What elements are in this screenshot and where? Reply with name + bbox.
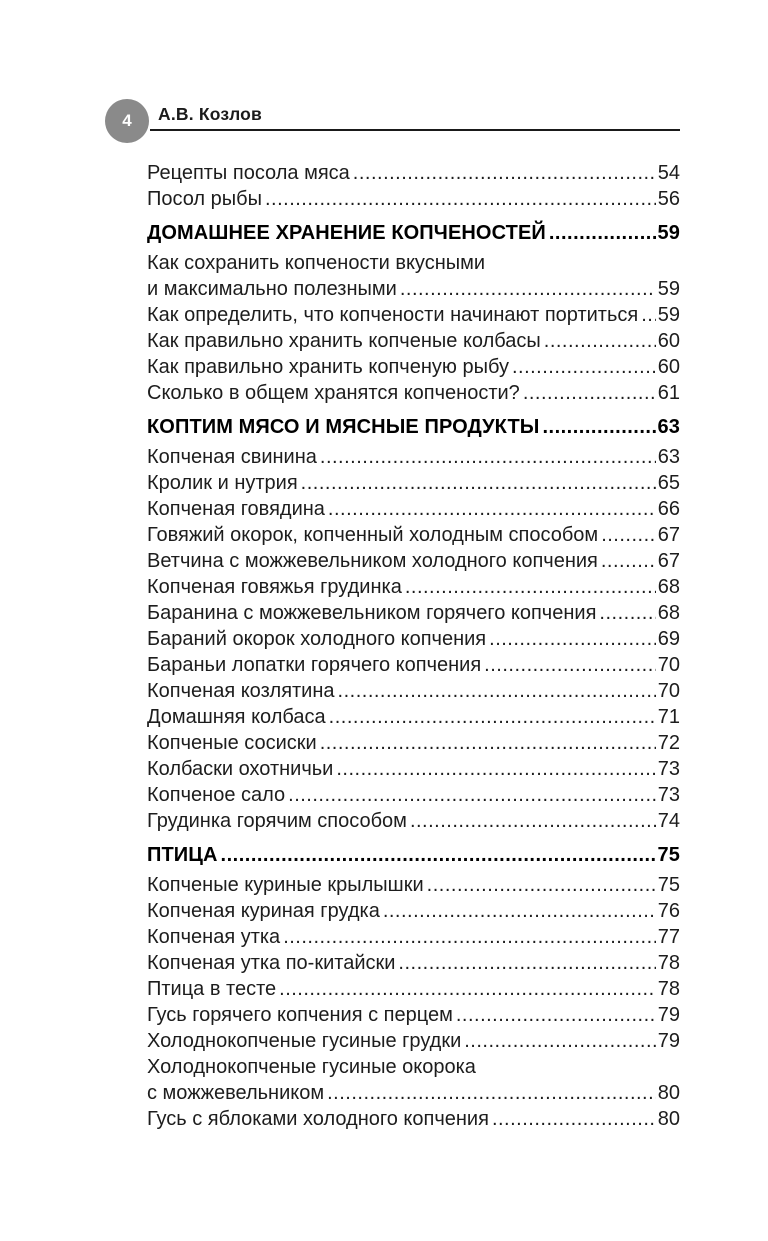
toc-page-number: 79 [657, 1030, 680, 1052]
toc-entry-title: Копченая говядина [147, 498, 325, 520]
toc-entry-title: Бараний окорок холодного копчения [147, 628, 487, 650]
toc-page-number: 74 [657, 810, 680, 832]
dot-leader [427, 872, 656, 898]
toc-entry-title: Птица в тесте [147, 978, 277, 1000]
toc-entry [147, 380, 680, 406]
toc-entry [147, 950, 680, 976]
toc-entry [147, 160, 680, 186]
toc-entry [147, 626, 680, 652]
toc-entry [147, 1106, 680, 1132]
toc-entry [147, 756, 680, 782]
toc-entry-title: Копченая говяжья грудинка [147, 576, 402, 598]
dot-leader [601, 522, 656, 548]
dot-leader [338, 678, 656, 704]
toc-page-number: 65 [657, 472, 680, 494]
toc-entry [147, 782, 680, 808]
toc-entry [147, 704, 680, 730]
toc-entry [147, 600, 680, 626]
dot-leader [544, 328, 656, 354]
toc-page-number: 70 [657, 654, 680, 676]
toc-list [147, 160, 680, 1132]
toc-page-number: 63 [657, 446, 680, 468]
dot-leader [301, 470, 656, 496]
toc-entry [147, 872, 680, 898]
toc-page-number: 79 [657, 1004, 680, 1026]
dot-leader [400, 276, 656, 302]
dot-leader [320, 730, 656, 756]
dot-leader [288, 782, 656, 808]
toc-entry [147, 730, 680, 756]
toc-entry-title: Как правильно хранить копченые колбасы [147, 330, 541, 352]
toc-page-number: 61 [657, 382, 680, 404]
dot-leader [221, 842, 656, 868]
toc-entry-title: Кролик и нутрия [147, 472, 298, 494]
toc-entry-title: Рецепты посола мяса [147, 162, 350, 184]
toc-page-number: 78 [657, 978, 680, 1000]
toc-page-number: 67 [657, 524, 680, 546]
toc-page-number: 59 [657, 304, 680, 326]
toc-page-number: 70 [657, 680, 680, 702]
dot-leader [327, 1080, 656, 1106]
toc-entry-title: с можжевельником [147, 1082, 325, 1104]
toc-entry-title: и максимально полезными [147, 278, 397, 300]
toc-entry [147, 328, 680, 354]
toc-page-number: 80 [657, 1108, 680, 1130]
toc-page-number: 73 [657, 784, 680, 806]
dot-leader [492, 1106, 656, 1132]
toc-entry [147, 444, 680, 470]
toc-heading-title: ДОМАШНЕЕ ХРАНЕНИЕ КОПЧЕНОСТЕЙ [147, 222, 546, 244]
toc-entry [147, 1054, 680, 1080]
dot-leader [353, 160, 656, 186]
toc-entry-title: Копченое сало [147, 784, 286, 806]
toc-section-heading [147, 220, 680, 246]
toc-entry [147, 652, 680, 678]
toc-entry-title: Копченые сосиски [147, 732, 317, 754]
dot-leader [336, 756, 655, 782]
toc-entry-title: Домашняя колбаса [147, 706, 326, 728]
toc-page-number: 75 [657, 844, 680, 866]
dot-leader [489, 626, 656, 652]
toc-page-number: 56 [657, 188, 680, 210]
toc-page-number: 73 [657, 758, 680, 780]
toc-entry-title: Копченые куриные крылышки [147, 874, 424, 896]
toc-page-number: 75 [657, 874, 680, 896]
toc-heading-title: КОПТИМ МЯСО И МЯСНЫЕ ПРОДУКТЫ [147, 416, 540, 438]
toc-entry [147, 898, 680, 924]
dot-leader [405, 574, 656, 600]
toc-page-number: 59 [657, 222, 680, 244]
dot-leader [523, 380, 656, 406]
toc-entry [147, 808, 680, 834]
running-title: А.В. Козлов [158, 104, 263, 124]
dot-leader [542, 414, 655, 440]
toc-page-number: 66 [657, 498, 680, 520]
toc-page-number: 67 [657, 550, 680, 572]
toc-page-number: 76 [657, 900, 680, 922]
dot-leader [398, 950, 655, 976]
dot-leader [328, 496, 656, 522]
toc-page-number: 77 [657, 926, 680, 948]
toc-entry-title: Холоднокопченые гусиные окорока [147, 1056, 476, 1078]
toc-entry [147, 1002, 680, 1028]
toc-entry-title: Копченая утка по-китайски [147, 952, 396, 974]
toc-section-heading [147, 842, 680, 868]
toc-entry-title: Грудинка горячим способом [147, 810, 407, 832]
toc-page-number: 60 [657, 356, 680, 378]
toc-page-number: 71 [657, 706, 680, 728]
toc-entry-title: Говяжий окорок, копченный холодным способом [147, 524, 599, 546]
toc-entry-title: Гусь с яблоками холодного копчения [147, 1108, 489, 1130]
toc-entry-title: Посол рыбы [147, 188, 262, 210]
toc-entry [147, 470, 680, 496]
toc-section-heading [147, 414, 680, 440]
dot-leader [484, 652, 656, 678]
dot-leader [512, 354, 656, 380]
toc-entry-title: Ветчина с можжевельником холодного копчения [147, 550, 598, 572]
dot-leader [329, 704, 656, 730]
toc-entry [147, 678, 680, 704]
toc-entry-title: Бараньи лопатки горячего копчения [147, 654, 482, 676]
dot-leader [279, 976, 656, 1002]
toc-entry [147, 186, 680, 212]
toc-page-number: 54 [657, 162, 680, 184]
toc-page-number: 59 [657, 278, 680, 300]
toc-entry-title: Гусь горячего копчения с перцем [147, 1004, 453, 1026]
toc-entry-title: Сколько в общем хранятся копчености? [147, 382, 520, 404]
toc-page-number: 80 [657, 1082, 680, 1104]
toc-entry [147, 924, 680, 950]
toc-entry [147, 276, 680, 302]
toc-entry-title: Копченая утка [147, 926, 281, 948]
dot-leader [456, 1002, 656, 1028]
toc-entry-title: Копченая свинина [147, 446, 317, 468]
toc-entry [147, 250, 680, 276]
toc-page-number: 68 [657, 602, 680, 624]
toc-page-number: 72 [657, 732, 680, 754]
toc-page-number: 68 [657, 576, 680, 598]
toc-entry [147, 976, 680, 1002]
toc-entry-title: Холоднокопченые гусиные грудки [147, 1030, 462, 1052]
toc-entry [147, 1028, 680, 1054]
dot-leader [599, 600, 655, 626]
toc-page-number: 78 [657, 952, 680, 974]
page-number-badge [105, 99, 149, 143]
dot-leader [283, 924, 656, 950]
header-rule [150, 129, 680, 131]
dot-leader [320, 444, 656, 470]
page-number: 4 [122, 111, 132, 130]
toc-page-number: 69 [657, 628, 680, 650]
toc-entry [147, 354, 680, 380]
dot-leader [464, 1028, 656, 1054]
dot-leader [265, 186, 656, 212]
toc-entry-title: Баранина с можжевельником горячего копчения [147, 602, 597, 624]
dot-leader [549, 220, 656, 246]
toc-entry-title: Копченая куриная грудка [147, 900, 380, 922]
dot-leader [383, 898, 656, 924]
toc-entry [147, 574, 680, 600]
toc-entry-title: Как правильно хранить копченую рыбу [147, 356, 509, 378]
toc-entry [147, 302, 680, 328]
toc-heading-title: ПТИЦА [147, 844, 218, 866]
toc-entry-title: Копченая козлятина [147, 680, 335, 702]
toc-entry [147, 496, 680, 522]
toc-entry [147, 1080, 680, 1106]
toc-entry-title: Колбаски охотничьи [147, 758, 334, 780]
dot-leader [601, 548, 656, 574]
dot-leader [641, 302, 656, 328]
toc-entry-title: Как сохранить копчености вкусными [147, 252, 486, 274]
toc-page-number: 60 [657, 330, 680, 352]
toc-page-number: 63 [657, 416, 680, 438]
toc-entry [147, 522, 680, 548]
toc-entry-title: Как определить, что копчености начинают портиться [147, 304, 639, 326]
toc-entry [147, 548, 680, 574]
dot-leader [410, 808, 656, 834]
